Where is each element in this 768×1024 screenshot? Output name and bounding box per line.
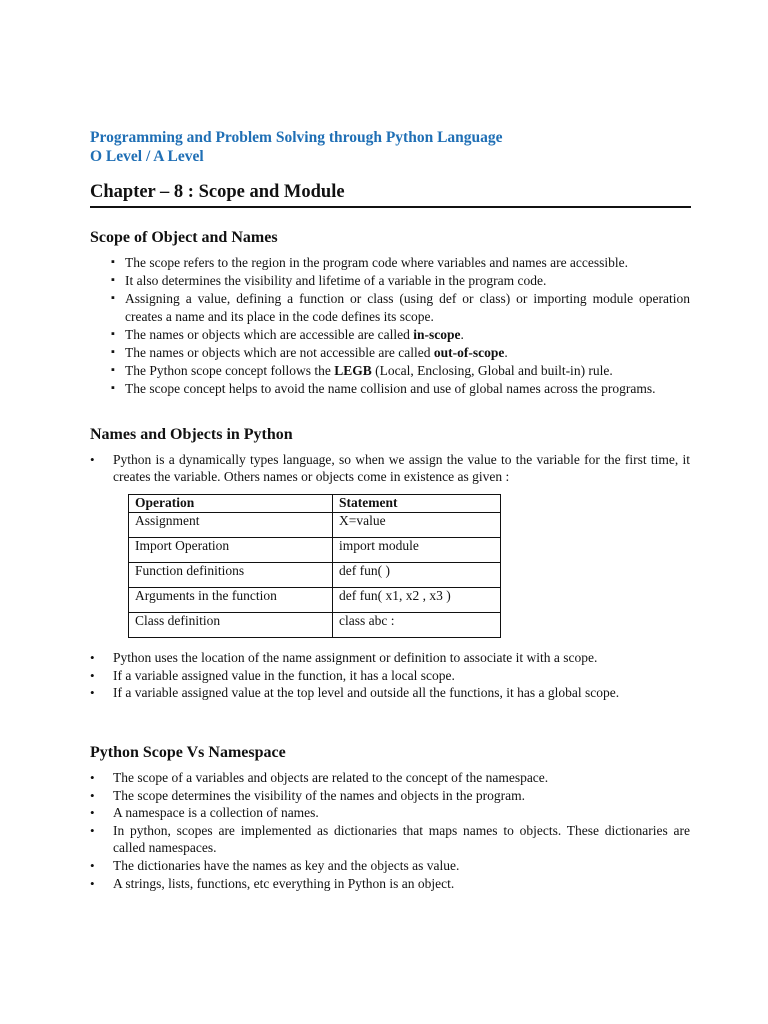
- list-item: ▪ The Python scope concept follows the LEGB (Local, Enclosing, Global and built-in) rule.: [90, 362, 690, 379]
- term-legb: LEGB: [334, 363, 372, 379]
- table-header-operation: Operation: [129, 495, 333, 513]
- list-item: • The dictionaries have the names as key and the objects as value.: [90, 857, 690, 874]
- list-item: • If a variable assigned value in the function, it has a local scope.: [90, 667, 690, 684]
- list-item: • Python is a dynamically types language, so when we assign the value to the variable for the first time, it creates the variable. Others names or objects come in existence as given :: [90, 451, 690, 485]
- course-header: [90, 128, 503, 166]
- course-title: Programming and Problem Solving through Python Language: [90, 129, 503, 146]
- table-cell: Function definitions: [129, 563, 333, 588]
- section-heading-scope: Scope of Object and Names: [90, 229, 278, 246]
- chapter-title: Chapter – 8 : Scope and Module: [90, 180, 691, 208]
- list-item: ▪ The scope concept helps to avoid the name collision and use of global names across the programs.: [90, 380, 690, 397]
- table-cell: X=value: [333, 513, 501, 538]
- table-cell: def fun( x1, x2 , x3 ): [333, 588, 501, 613]
- course-level: O Level / A Level: [90, 148, 204, 165]
- table-cell: Arguments in the function: [129, 588, 333, 613]
- section-heading-names: Names and Objects in Python: [90, 426, 293, 443]
- list-item: ▪ The scope refers to the region in the program code where variables and names are accessible.: [90, 254, 690, 271]
- list-item: • Python uses the location of the name assignment or definition to associate it with a scope.: [90, 649, 690, 666]
- names-after-list: [90, 649, 690, 702]
- table-row: [129, 613, 501, 638]
- table-header-row: [129, 495, 501, 513]
- list-item: ▪ It also determines the visibility and lifetime of a variable in the program code.: [90, 272, 690, 289]
- table-cell: Class definition: [129, 613, 333, 638]
- table-cell: Import Operation: [129, 538, 333, 563]
- table-row: [129, 538, 501, 563]
- list-item: • In python, scopes are implemented as dictionaries that maps names to objects. These dictionaries are called namespaces.: [90, 822, 690, 856]
- list-item: ▪ The names or objects which are not accessible are called out-of-scope.: [90, 344, 690, 361]
- section-heading-namespace: Python Scope Vs Namespace: [90, 744, 286, 761]
- list-item: ▪ Assigning a value, defining a function or class (using def or class) or importing module operation creates a name and its place in the code defines its scope.: [90, 290, 690, 324]
- list-item: • If a variable assigned value at the top level and outside all the functions, it has a global scope.: [90, 684, 690, 701]
- term-in-scope: in-scope: [413, 326, 461, 342]
- table-cell: def fun( ): [333, 563, 501, 588]
- list-item: • A namespace is a collection of names.: [90, 804, 690, 821]
- table-header-statement: Statement: [333, 495, 501, 513]
- list-item: ▪ The names or objects which are accessible are called in-scope.: [90, 326, 690, 343]
- list-item: • The scope determines the visibility of the names and objects in the program.: [90, 787, 690, 804]
- operations-table: [128, 494, 501, 638]
- list-item: • A strings, lists, functions, etc everything in Python is an object.: [90, 875, 690, 892]
- table-row: [129, 588, 501, 613]
- table-cell: import module: [333, 538, 501, 563]
- table-row: [129, 513, 501, 538]
- term-out-of-scope: out-of-scope: [433, 345, 505, 361]
- scope-bullet-list: [90, 254, 690, 399]
- namespace-bullet-list: [90, 769, 690, 892]
- table-row: [129, 563, 501, 588]
- list-item: • The scope of a variables and objects are related to the concept of the namespace.: [90, 769, 690, 786]
- table-cell: class abc :: [333, 613, 501, 638]
- names-intro-list: [90, 451, 690, 486]
- table-cell: Assignment: [129, 513, 333, 538]
